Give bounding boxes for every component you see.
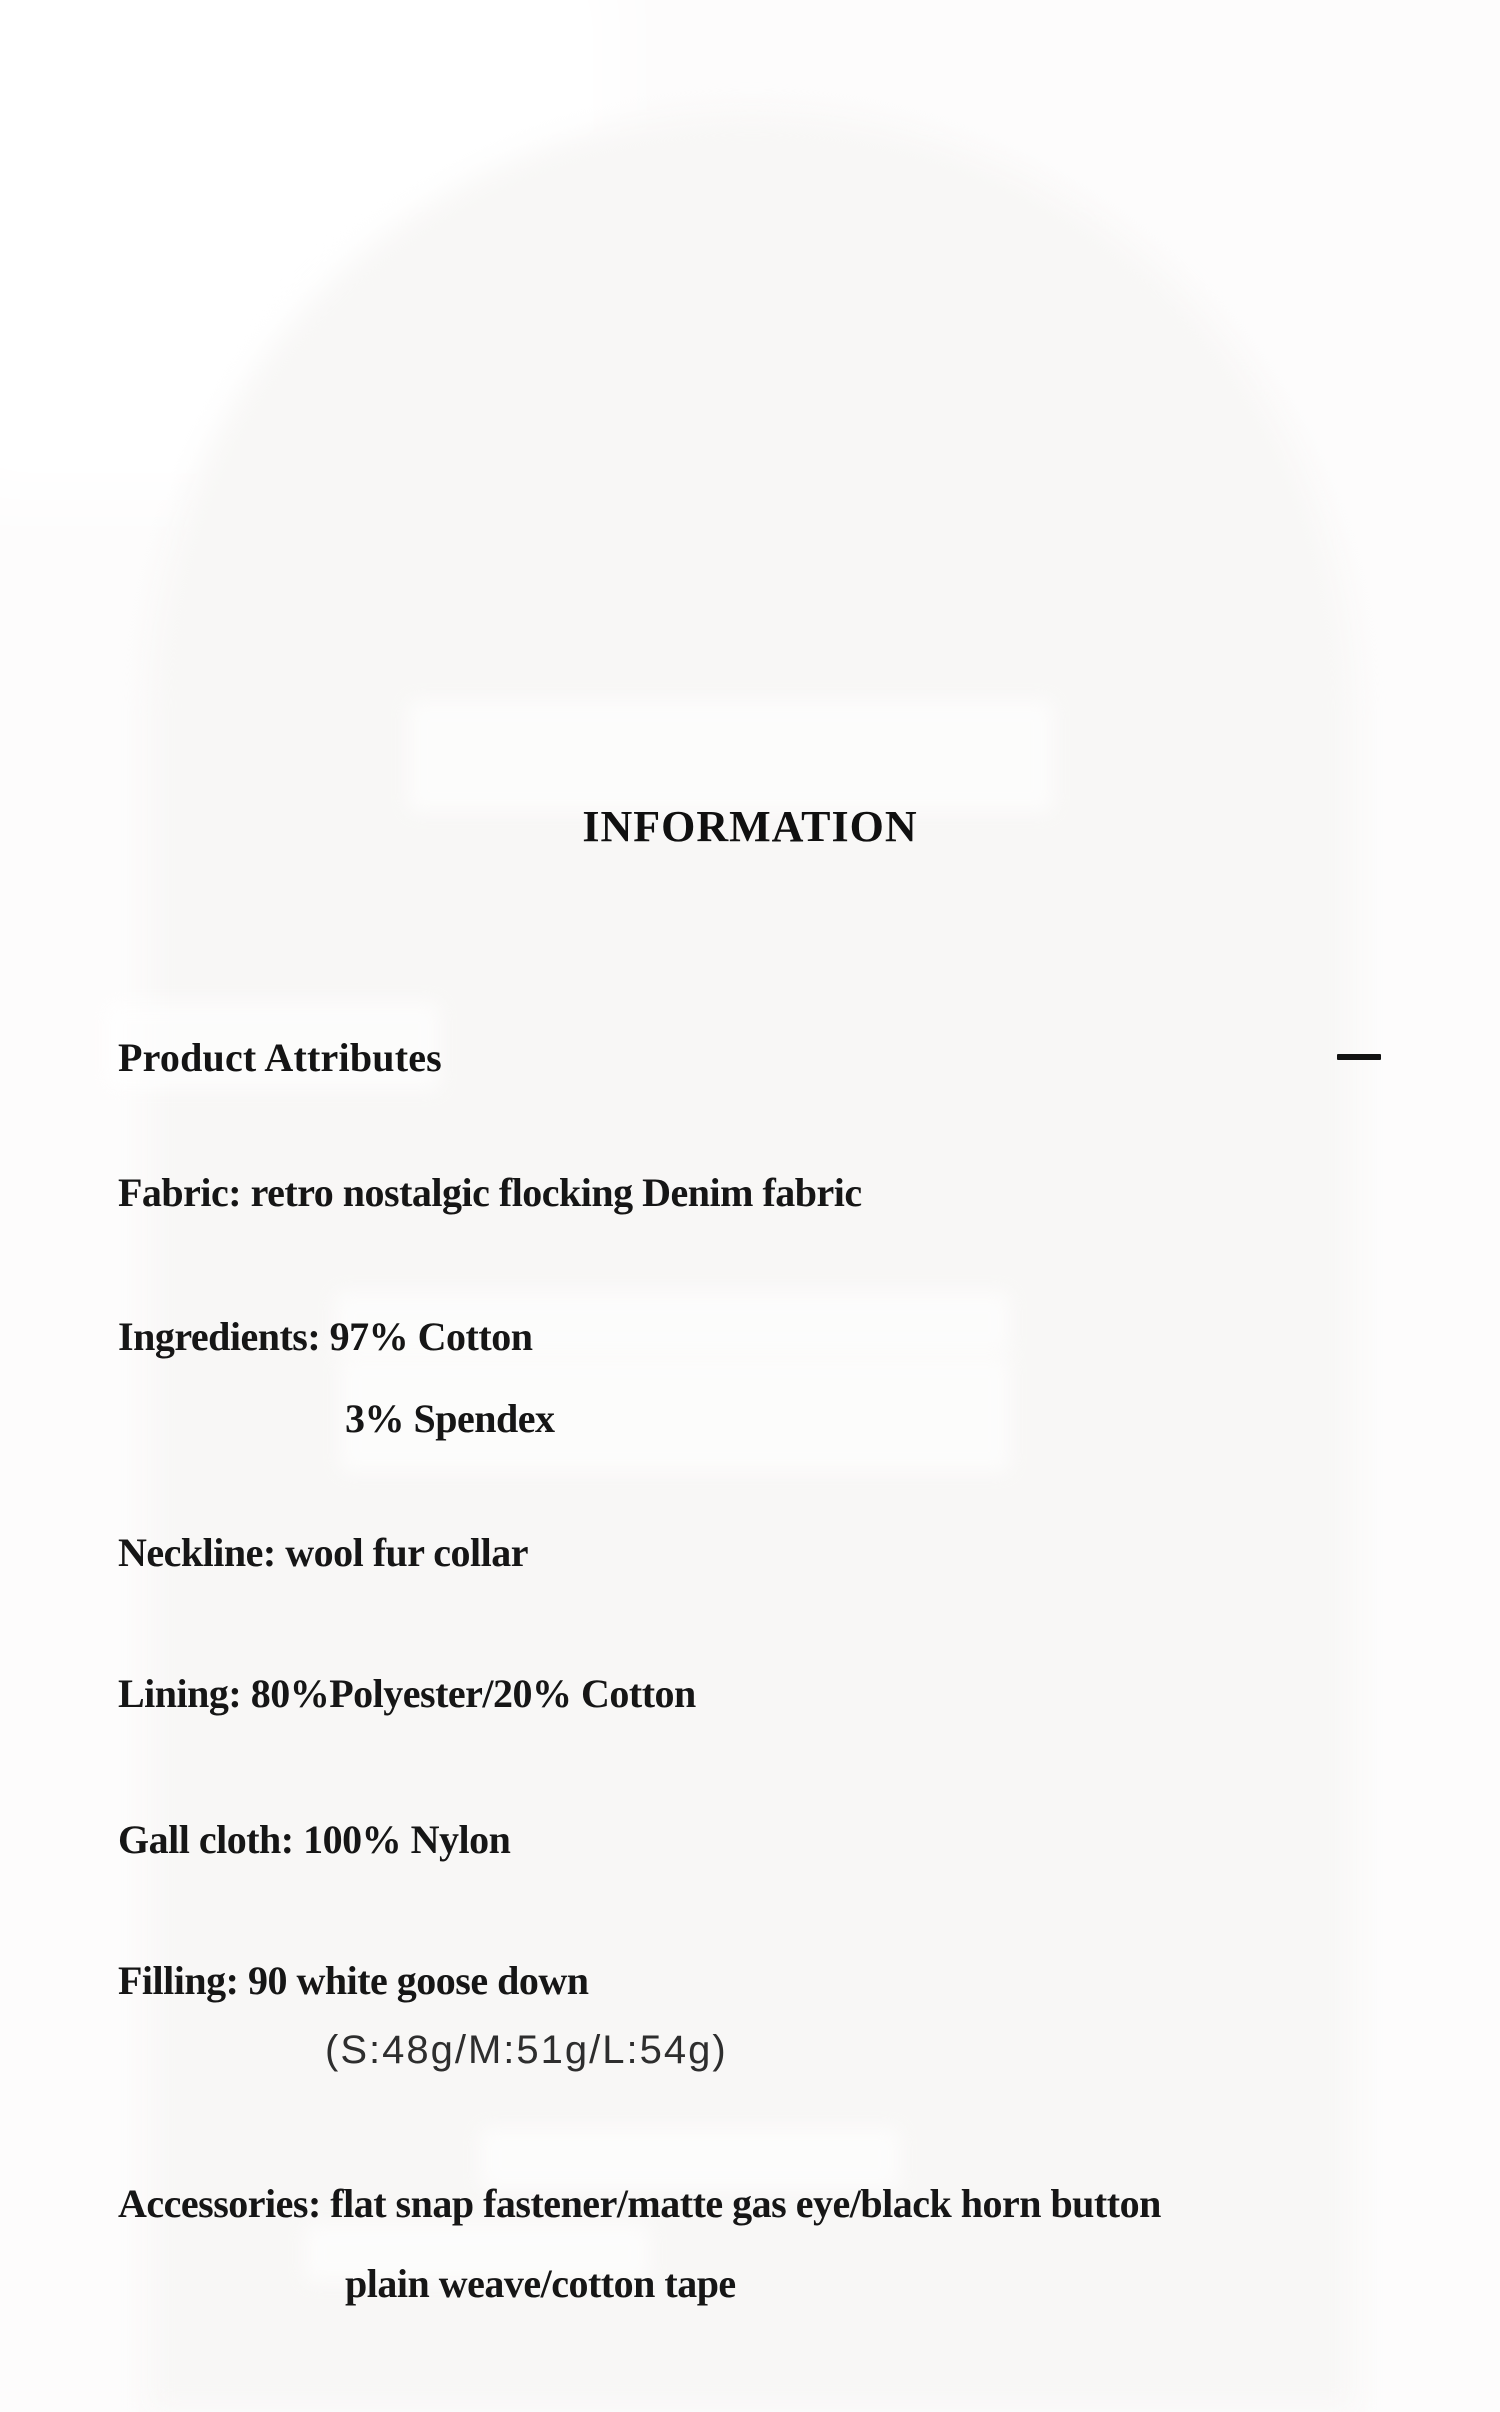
- minus-icon[interactable]: [1337, 1054, 1381, 1060]
- page-title: INFORMATION: [582, 802, 918, 851]
- attribute-row-filling: Filling: 90 white goose down: [118, 1958, 589, 2003]
- attribute-row-accessories-tape: plain weave/cotton tape: [345, 2261, 736, 2306]
- attribute-row-accessories: Accessories: flat snap fastener/matte gas eye/black horn button: [118, 2181, 1161, 2226]
- attribute-row-filling-weights: (S:48g/M:51g/L:54g): [325, 2028, 728, 2072]
- product-attributes-heading: Product Attributes: [118, 1035, 442, 1080]
- product-attributes-accordion-header[interactable]: [0, 1031, 1500, 1085]
- attribute-row-ingredients-spendex: 3% Spendex: [345, 1396, 555, 1441]
- attribute-row-fabric: Fabric: retro nostalgic flocking Denim fabric: [118, 1170, 862, 1215]
- attribute-row-ingredients: Ingredients: 97% Cotton: [118, 1314, 533, 1359]
- attribute-row-lining: Lining: 80%Polyester/20% Cotton: [118, 1671, 696, 1716]
- attribute-row-neckline: Neckline: wool fur collar: [118, 1530, 529, 1575]
- attribute-row-gall-cloth: Gall cloth: 100% Nylon: [118, 1817, 511, 1862]
